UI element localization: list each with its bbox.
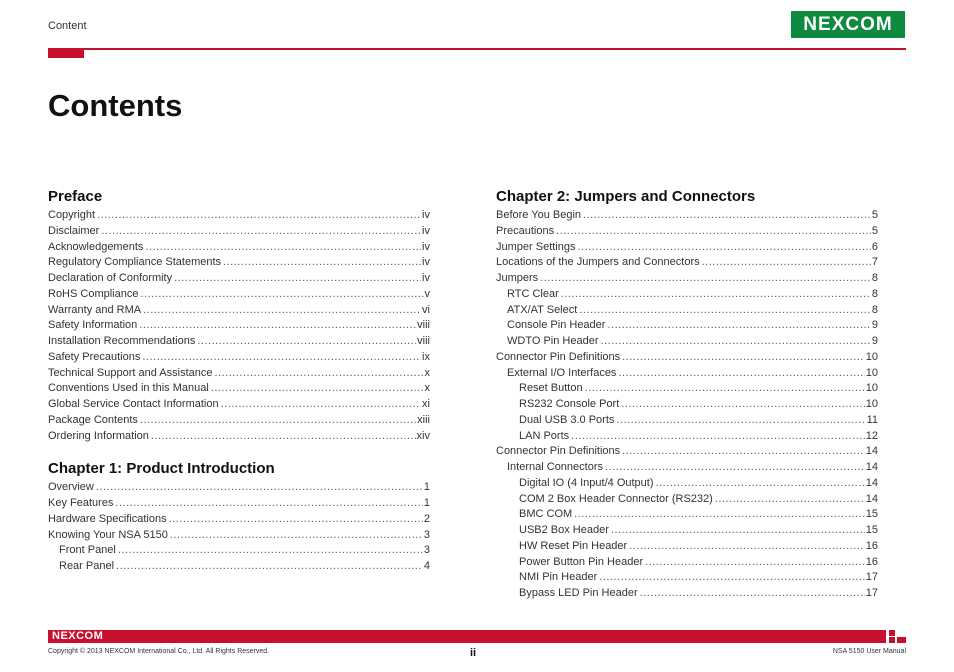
toc-dot-leader <box>579 303 871 319</box>
toc-entry-title: Dual USB 3.0 Ports <box>519 413 615 426</box>
toc-entry-title: USB2 Box Header <box>519 524 609 536</box>
toc-entry[interactable] <box>496 570 878 586</box>
chapter1-heading: Chapter 1: Product Introduction <box>48 460 275 478</box>
toc-entry[interactable] <box>496 350 878 366</box>
toc-dot-leader <box>571 429 865 445</box>
toc-dot-leader <box>715 492 865 508</box>
toc-entry-page: 10 <box>865 350 878 363</box>
toc-entry[interactable] <box>48 366 430 382</box>
toc-entry[interactable] <box>48 334 430 350</box>
toc-entry-page: 2 <box>423 512 430 525</box>
toc-dot-leader <box>118 543 423 559</box>
toc-dot-leader <box>174 271 421 287</box>
toc-dot-leader <box>116 559 423 575</box>
toc-entry-page: viii <box>417 319 430 332</box>
header-section-label: Content <box>48 20 87 32</box>
toc-entry-title: RoHS Compliance <box>48 287 139 300</box>
toc-entry-page: 8 <box>871 272 878 284</box>
toc-entry-title: Digital IO (4 Input/4 Output) <box>519 476 654 489</box>
toc-entry-page: 6 <box>871 240 878 253</box>
toc-entry-title: Copyright <box>48 209 96 221</box>
toc-entry-title: Connector Pin Definitions <box>496 445 621 458</box>
toc-entry[interactable] <box>48 224 430 240</box>
toc-entry-page: iv <box>422 209 430 221</box>
preface-heading: Preface <box>48 188 103 205</box>
toc-entry-title: COM 2 Box Header Connector (RS232) <box>519 492 713 505</box>
toc-entry[interactable] <box>496 303 878 319</box>
toc-entry-title: Knowing Your NSA 5150 <box>48 528 168 541</box>
toc-entry-page: 7 <box>871 256 878 269</box>
toc-entry[interactable] <box>48 429 430 445</box>
toc-entry-page: 17 <box>865 571 878 584</box>
toc-dot-leader <box>211 381 424 397</box>
toc-entry-page: 1 <box>423 481 430 494</box>
toc-dot-leader <box>96 480 423 496</box>
toc-entry-title: ATX/AT Select <box>507 303 578 316</box>
toc-entry-page: x <box>424 366 430 379</box>
toc-entry-title: Overview <box>48 481 94 494</box>
toc-dot-leader <box>221 397 421 413</box>
toc-dot-leader <box>561 287 871 303</box>
toc-entry[interactable] <box>496 476 878 492</box>
manual-name: NSA 5150 User Manual <box>832 648 906 655</box>
toc-entry[interactable] <box>496 208 878 224</box>
toc-entry-title: Bypass LED Pin Header <box>519 587 638 599</box>
toc-entry-title: Installation Recommendations <box>48 335 196 347</box>
toc-entry-title: Global Service Contact Information <box>48 398 219 410</box>
toc-entry[interactable] <box>48 303 430 319</box>
toc-dot-leader <box>197 334 416 350</box>
toc-entry-page: iv <box>422 272 430 284</box>
footer-bar <box>48 630 886 643</box>
toc-entry[interactable] <box>48 397 430 413</box>
toc-dot-leader <box>97 208 421 224</box>
toc-entry-page: 10 <box>865 398 878 410</box>
header-rule <box>48 48 906 50</box>
preface-list <box>48 208 430 444</box>
toc-entry[interactable] <box>496 539 878 555</box>
chapter2-heading: Chapter 2: Jumpers and Connectors <box>496 188 756 205</box>
toc-entry-title: Precautions <box>496 224 555 237</box>
toc-entry-title: RTC Clear <box>507 287 559 300</box>
toc-dot-leader <box>583 208 871 224</box>
nexcom-logo: NEXCOM <box>791 11 905 38</box>
chapter1-list <box>48 480 430 575</box>
toc-entry-page: viii <box>417 335 430 347</box>
toc-entry-title: Disclaimer <box>48 224 100 237</box>
toc-dot-leader <box>151 429 416 445</box>
toc-dot-leader <box>622 350 865 366</box>
footer-square-icon <box>889 637 895 643</box>
toc-entry-page: xi <box>422 398 430 410</box>
toc-dot-leader <box>115 496 422 512</box>
toc-entry-title: BMC COM <box>519 508 573 521</box>
toc-entry-page: 14 <box>865 492 878 505</box>
toc-entry[interactable] <box>48 350 430 366</box>
toc-entry[interactable] <box>496 397 878 413</box>
toc-entry-page: 5 <box>871 209 878 221</box>
toc-entry-page: 5 <box>871 224 878 237</box>
chapter2-list <box>496 208 878 602</box>
toc-dot-leader <box>140 413 416 429</box>
toc-entry-page: x <box>424 382 430 395</box>
toc-entry-page: 16 <box>865 555 878 568</box>
toc-dot-leader <box>577 240 870 256</box>
toc-dot-leader <box>139 318 416 334</box>
toc-entry-title: Jumper Settings <box>496 240 576 253</box>
toc-entry[interactable] <box>496 492 878 508</box>
page-number: ii <box>470 647 477 659</box>
toc-dot-leader <box>223 255 421 271</box>
toc-dot-leader <box>145 240 421 256</box>
toc-dot-leader <box>556 224 871 240</box>
toc-dot-leader <box>140 287 423 303</box>
toc-entry[interactable] <box>48 271 430 287</box>
toc-entry-title: Technical Support and Assistance <box>48 366 213 379</box>
toc-entry-title: Front Panel <box>59 544 116 557</box>
toc-entry-page: 1 <box>423 497 430 509</box>
toc-entry[interactable] <box>496 318 878 334</box>
toc-entry-title: Console Pin Header <box>507 319 606 332</box>
toc-entry-title: Reset Button <box>519 382 583 395</box>
toc-entry-title: Jumpers <box>496 272 539 284</box>
toc-entry-page: xiv <box>416 429 430 442</box>
toc-entry-page: 12 <box>865 429 878 442</box>
toc-entry[interactable] <box>48 318 430 334</box>
toc-dot-leader <box>618 366 864 382</box>
toc-entry[interactable] <box>48 528 430 544</box>
toc-right-column <box>496 186 878 602</box>
toc-entry[interactable] <box>496 287 878 303</box>
toc-entry[interactable] <box>496 224 878 240</box>
toc-entry-title: Connector Pin Definitions <box>496 350 621 363</box>
toc-entry[interactable] <box>496 334 878 350</box>
toc-entry-page: 9 <box>871 335 878 347</box>
toc-entry-page: 4 <box>423 560 430 572</box>
toc-entry-title: Declaration of Conformity <box>48 272 173 284</box>
toc-entry-page: 16 <box>865 539 878 552</box>
toc-entry[interactable] <box>48 255 430 271</box>
footer-square-icon <box>897 637 906 643</box>
toc-entry-page: 3 <box>423 544 430 557</box>
toc-entry-title: LAN Ports <box>519 429 570 442</box>
toc-entry-title: Before You Begin <box>496 209 582 221</box>
toc-entry[interactable] <box>496 523 878 539</box>
toc-entry[interactable] <box>48 208 430 224</box>
toc-entry-title: Rear Panel <box>59 560 115 572</box>
toc-entry-title: Package Contents <box>48 413 138 426</box>
toc-entry[interactable] <box>48 240 430 256</box>
toc-dot-leader <box>621 397 864 413</box>
toc-entry[interactable] <box>496 507 878 523</box>
toc-dot-leader <box>574 507 865 523</box>
toc-dot-leader <box>645 555 865 571</box>
toc-entry[interactable] <box>496 255 878 271</box>
toc-entry-page: 14 <box>865 476 878 489</box>
toc-entry-page: 10 <box>865 382 878 395</box>
toc-entry[interactable] <box>48 543 430 559</box>
toc-entry[interactable] <box>48 413 430 429</box>
toc-entry-page: iv <box>422 240 430 253</box>
toc-left-column <box>48 186 430 575</box>
toc-entry[interactable] <box>48 381 430 397</box>
toc-dot-leader <box>169 512 423 528</box>
toc-entry-title: Ordering Information <box>48 429 149 442</box>
toc-dot-leader <box>702 255 871 271</box>
toc-entry-title: Regulatory Compliance Statements <box>48 256 222 269</box>
toc-entry[interactable] <box>496 413 878 429</box>
toc-entry-page: v <box>424 287 430 300</box>
toc-entry[interactable] <box>48 496 430 512</box>
toc-entry-title: Safety Information <box>48 319 138 332</box>
toc-dot-leader <box>101 224 421 240</box>
toc-entry-title: Power Button Pin Header <box>519 555 644 568</box>
toc-entry-page: 15 <box>865 524 878 536</box>
toc-entry-title: HW Reset Pin Header <box>519 539 628 552</box>
toc-entry-page: 17 <box>865 587 878 599</box>
toc-dot-leader <box>599 570 864 586</box>
toc-entry-title: Locations of the Jumpers and Connectors <box>496 256 700 269</box>
toc-entry-page: xiii <box>417 413 430 426</box>
toc-entry[interactable] <box>48 287 430 303</box>
toc-entry[interactable] <box>496 366 878 382</box>
toc-entry-page: vi <box>422 303 430 316</box>
page-title: Contents <box>48 88 183 123</box>
toc-dot-leader <box>656 476 865 492</box>
toc-entry-page: 14 <box>865 461 878 473</box>
toc-dot-leader <box>142 350 421 366</box>
toc-entry-title: Acknowledgements <box>48 240 144 253</box>
toc-dot-leader <box>611 523 865 539</box>
toc-entry-page: 14 <box>865 445 878 458</box>
toc-entry[interactable] <box>496 271 878 287</box>
toc-entry-page: 15 <box>865 508 878 521</box>
toc-entry[interactable] <box>48 559 430 575</box>
toc-entry-title: Conventions Used in this Manual <box>48 382 209 395</box>
toc-entry[interactable] <box>48 512 430 528</box>
toc-entry-page: 3 <box>423 528 430 541</box>
toc-dot-leader <box>540 271 871 287</box>
toc-entry-page: 8 <box>871 303 878 316</box>
toc-dot-leader <box>143 303 421 319</box>
toc-entry-page: 8 <box>871 287 878 300</box>
toc-entry[interactable] <box>496 429 878 445</box>
footer-copyright: Copyright © 2013 NEXCOM International Co., Ltd. All Rights Reserved. <box>48 648 270 655</box>
toc-entry[interactable] <box>496 240 878 256</box>
toc-dot-leader <box>215 366 424 382</box>
toc-entry-title: WDTO Pin Header <box>507 335 599 347</box>
toc-entry-page: 9 <box>871 319 878 332</box>
toc-entry-title: Internal Connectors <box>507 461 603 473</box>
toc-entry-title: RS232 Console Port <box>519 398 620 410</box>
toc-dot-leader <box>629 539 865 555</box>
toc-entry-title: NMI Pin Header <box>519 571 598 584</box>
toc-dot-leader <box>622 444 865 460</box>
toc-dot-leader <box>607 318 870 334</box>
toc-entry-title: Safety Precautions <box>48 350 141 363</box>
toc-entry-title: External I/O Interfaces <box>507 366 617 379</box>
toc-entry-title: Key Features <box>48 497 114 509</box>
toc-entry[interactable] <box>496 586 878 602</box>
toc-dot-leader <box>601 334 871 350</box>
header-accent-block <box>48 48 84 58</box>
toc-dot-leader <box>640 586 865 602</box>
toc-dot-leader <box>585 381 865 397</box>
footer-square-icon <box>889 630 895 636</box>
toc-entry-page: 10 <box>865 366 878 379</box>
toc-entry[interactable] <box>496 460 878 476</box>
toc-entry-title: Hardware Specifications <box>48 512 167 525</box>
toc-entry-title: Warranty and RMA <box>48 303 142 316</box>
toc-entry-page: iv <box>422 224 430 237</box>
toc-dot-leader <box>170 528 423 544</box>
toc-entry[interactable] <box>496 555 878 571</box>
toc-dot-leader <box>605 460 865 476</box>
toc-entry[interactable] <box>496 444 878 460</box>
toc-entry-page: iv <box>422 256 430 269</box>
toc-entry-page: 11 <box>866 413 878 426</box>
toc-entry[interactable] <box>48 480 430 496</box>
footer-logo: NEXCOM <box>52 630 104 642</box>
toc-entry-page: ix <box>422 350 430 363</box>
toc-entry[interactable] <box>496 381 878 397</box>
toc-dot-leader <box>616 413 865 429</box>
